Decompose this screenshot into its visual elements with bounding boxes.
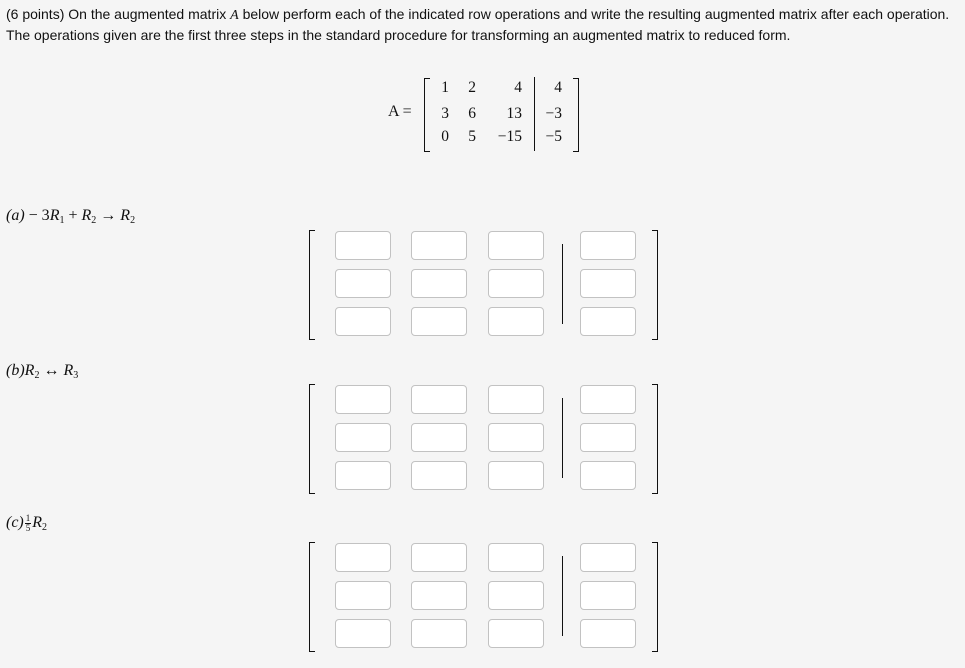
answer-left-bracket — [309, 384, 315, 494]
answer-c-r2-c1-input[interactable] — [335, 581, 391, 610]
answer-a-r1-c1-input[interactable] — [335, 231, 391, 260]
operation-a-label — [6, 207, 135, 226]
row-index: 1 — [59, 215, 65, 226]
answer-b-r1-c3-input[interactable] — [488, 385, 544, 414]
given-matrix-left-bracket — [424, 78, 430, 152]
answer-c-r1-c4-input[interactable] — [580, 543, 636, 572]
answer-a-r2-c1-input[interactable] — [335, 269, 391, 298]
given-cell: −3 — [545, 105, 562, 122]
row-symbol: R — [24, 362, 35, 379]
given-cell: 4 — [514, 79, 522, 96]
answer-a-r2-c4-input[interactable] — [580, 269, 636, 298]
answer-c-r1-c3-input[interactable] — [488, 543, 544, 572]
answer-matrix-b — [309, 384, 659, 494]
operation-c-label — [6, 514, 47, 533]
answer-c-r1-c2-input[interactable] — [411, 543, 467, 572]
answer-b-r2-c1-input[interactable] — [335, 423, 391, 452]
answer-left-bracket — [309, 230, 315, 340]
row-symbol: R — [63, 362, 74, 379]
answer-b-r1-c2-input[interactable] — [411, 385, 467, 414]
matrix-symbol: A — [230, 8, 239, 23]
answer-a-r3-c3-input[interactable] — [488, 307, 544, 336]
answer-b-r3-c4-input[interactable] — [580, 461, 636, 490]
answer-right-bracket — [652, 384, 658, 494]
instructions-text-2: below perform each of the indicated row operations and write the resulting augmented matrix after each operation. The operations given are the first three steps in the standard procedure for transforming an augmented matrix to reduced form. — [6, 6, 950, 43]
answer-c-r2-c4-input[interactable] — [580, 581, 636, 610]
given-cell: 5 — [468, 128, 476, 145]
given-cell: 1 — [441, 79, 449, 96]
row-index: 2 — [91, 215, 97, 226]
answer-a-r1-c3-input[interactable] — [488, 231, 544, 260]
answer-b-r3-c1-input[interactable] — [335, 461, 391, 490]
answer-b-r3-c3-input[interactable] — [488, 461, 544, 490]
given-cell: 2 — [468, 79, 476, 96]
row-symbol: R — [32, 514, 43, 532]
answer-augment-line — [562, 244, 563, 324]
given-cell: 0 — [441, 128, 449, 145]
answer-augment-line — [562, 556, 563, 636]
answer-c-r3-c4-input[interactable] — [580, 619, 636, 648]
answer-c-r3-c1-input[interactable] — [335, 619, 391, 648]
given-matrix — [388, 76, 588, 152]
answer-b-r3-c2-input[interactable] — [411, 461, 467, 490]
given-cell: 13 — [506, 105, 522, 122]
right-arrow-icon: → — [96, 207, 121, 224]
given-matrix-augment-line — [534, 77, 535, 151]
given-cell: 6 — [468, 105, 476, 122]
coefficient: − 3 — [24, 207, 50, 224]
answer-a-r2-c3-input[interactable] — [488, 269, 544, 298]
answer-matrix-a — [309, 230, 659, 340]
answer-a-r3-c2-input[interactable] — [411, 307, 467, 336]
answer-b-r2-c4-input[interactable] — [580, 423, 636, 452]
answer-b-r2-c2-input[interactable] — [411, 423, 467, 452]
row-index: 3 — [73, 370, 79, 381]
answer-a-r1-c2-input[interactable] — [411, 231, 467, 260]
answer-c-r2-c2-input[interactable] — [411, 581, 467, 610]
fraction-denominator: 5 — [25, 523, 31, 533]
answer-c-r3-c3-input[interactable] — [488, 619, 544, 648]
points-label: (6 points) — [6, 6, 65, 22]
row-index: 2 — [42, 522, 48, 534]
plus-sign: + — [64, 207, 82, 224]
given-matrix-label: A = — [388, 103, 412, 120]
answer-left-bracket — [309, 542, 315, 652]
fraction — [25, 514, 32, 533]
answer-a-r3-c1-input[interactable] — [335, 307, 391, 336]
answer-augment-line — [562, 398, 563, 478]
answer-b-r2-c3-input[interactable] — [488, 423, 544, 452]
given-cell: −5 — [545, 128, 562, 145]
part-label: (a) — [6, 207, 25, 224]
answer-right-bracket — [652, 542, 658, 652]
fraction-numerator: 1 — [25, 513, 31, 523]
answer-a-r1-c4-input[interactable] — [580, 231, 636, 260]
answer-b-r1-c4-input[interactable] — [580, 385, 636, 414]
row-index: 2 — [130, 215, 136, 226]
swap-arrow-icon: ↔ — [39, 362, 64, 379]
given-matrix-right-bracket — [573, 78, 579, 152]
row-index: 2 — [34, 370, 40, 381]
answer-b-r1-c1-input[interactable] — [335, 385, 391, 414]
part-label: (c) — [6, 514, 24, 532]
row-symbol: R — [120, 207, 131, 224]
answer-c-r2-c3-input[interactable] — [488, 581, 544, 610]
answer-c-r1-c1-input[interactable] — [335, 543, 391, 572]
instructions-text-1: On the augmented matrix — [64, 6, 231, 22]
answer-a-r3-c4-input[interactable] — [580, 307, 636, 336]
answer-a-r2-c2-input[interactable] — [411, 269, 467, 298]
operation-b-label — [6, 362, 78, 381]
answer-right-bracket — [652, 230, 658, 340]
answer-c-r3-c2-input[interactable] — [411, 619, 467, 648]
problem-instructions — [6, 5, 964, 45]
part-label: (b) — [6, 362, 25, 379]
given-cell: 4 — [554, 79, 562, 96]
row-symbol: R — [81, 207, 92, 224]
given-cell: 3 — [441, 105, 449, 122]
row-symbol: R — [49, 207, 60, 224]
given-cell: −15 — [497, 128, 522, 145]
answer-matrix-c — [309, 542, 659, 652]
